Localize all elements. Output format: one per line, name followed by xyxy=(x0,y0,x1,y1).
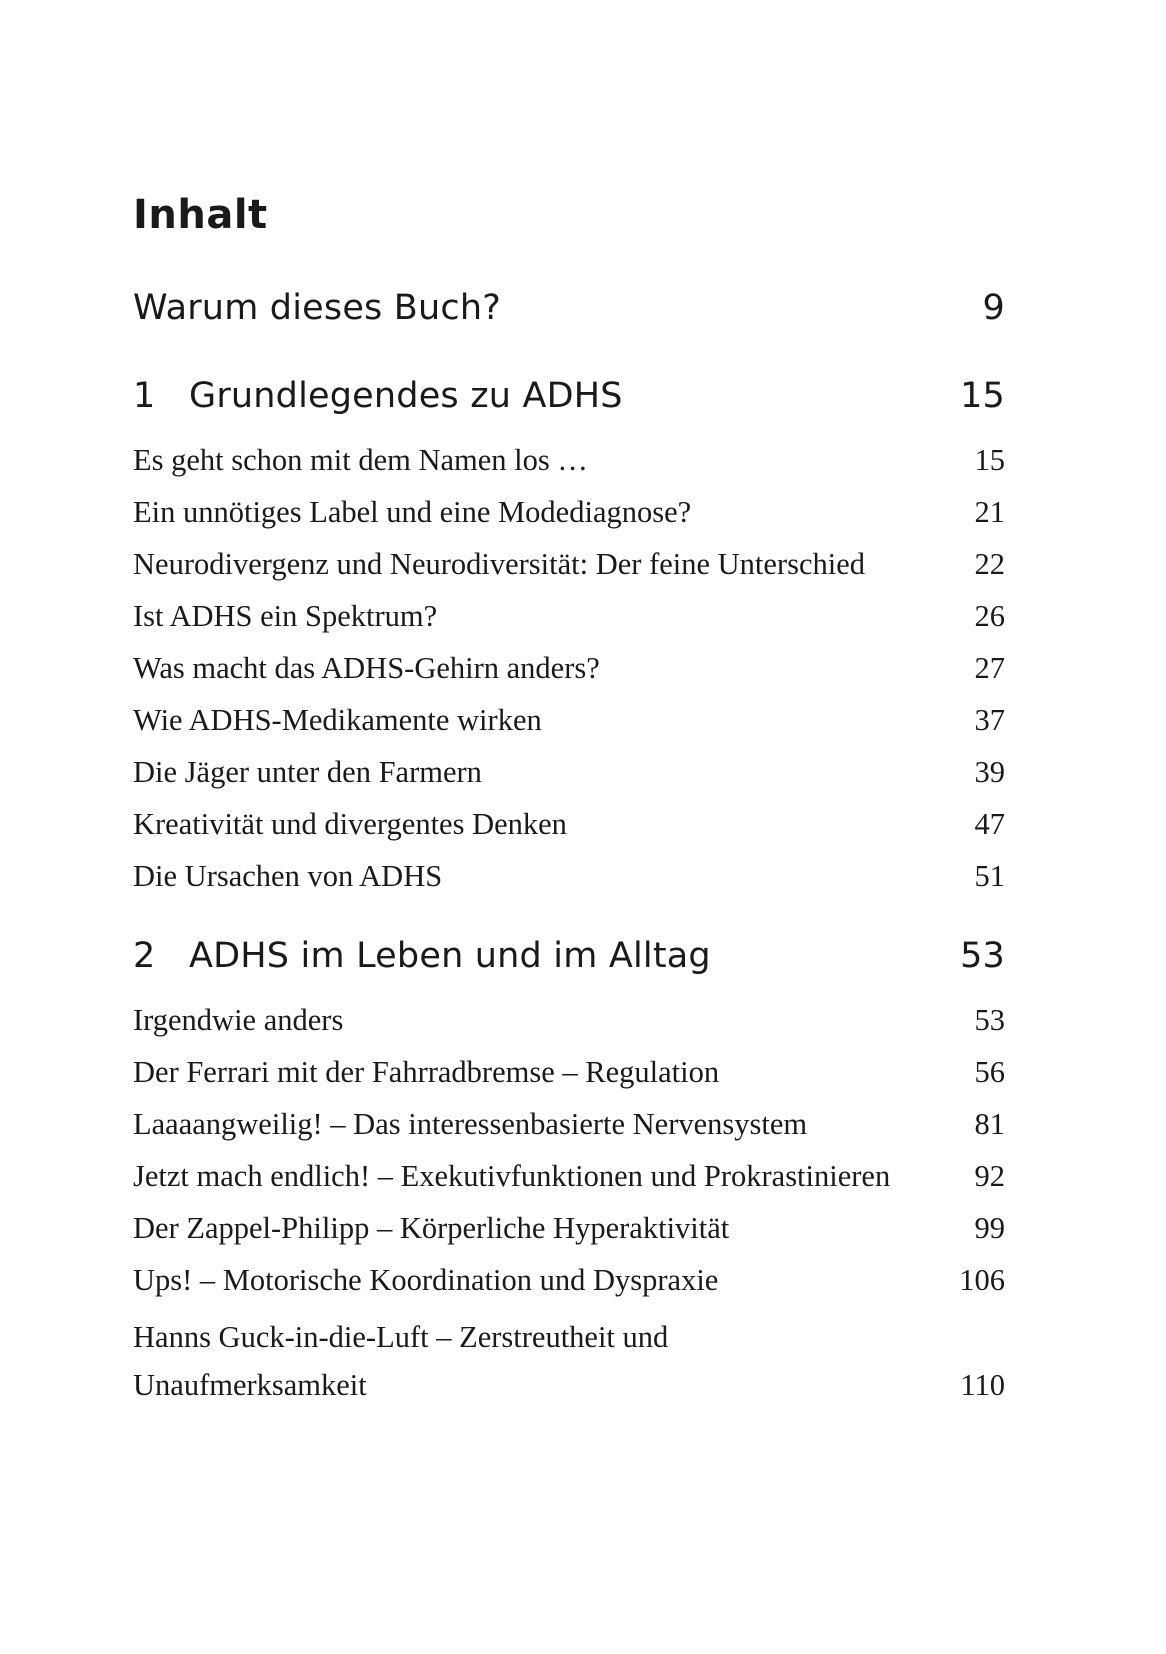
preface-title: Warum dieses Buch? xyxy=(133,288,502,328)
toc-chapter-row[interactable] xyxy=(133,936,1005,976)
entry-page: 110 xyxy=(960,1368,1005,1402)
entry-title: Der Ferrari mit der Fahrradbremse – Regulation xyxy=(133,1055,720,1089)
chapter-page: 53 xyxy=(960,936,1005,976)
chapter-heading xyxy=(133,936,711,976)
toc-entry-row[interactable] xyxy=(133,443,1005,478)
entry-title: Was macht das ADHS-Gehirn anders? xyxy=(133,651,600,685)
entry-title: Ups! – Motorische Koordination und Dyspraxie xyxy=(133,1263,719,1297)
entry-page: 56 xyxy=(974,1055,1005,1089)
entry-title: Der Zappel-Philipp – Körperliche Hyperaktivität xyxy=(133,1211,730,1245)
entry-title: Irgendwie anders xyxy=(133,1003,344,1037)
toc-entry-row[interactable] xyxy=(133,1159,1005,1194)
entry-page: 37 xyxy=(974,703,1005,737)
entry-page: 15 xyxy=(974,443,1005,477)
toc-heading: Inhalt xyxy=(133,192,268,238)
entry-title: Jetzt mach endlich! – Exekutivfunktionen und Prokrastinieren xyxy=(133,1159,891,1193)
entry-page: 99 xyxy=(974,1211,1005,1245)
toc-entry-row[interactable] xyxy=(133,859,1005,894)
entry-page: 51 xyxy=(974,859,1005,893)
toc-entry-row[interactable] xyxy=(133,1313,1005,1409)
toc-entry-row[interactable] xyxy=(133,651,1005,686)
preface-page: 9 xyxy=(982,288,1005,328)
entry-title: Ein unnötiges Label und eine Modediagnose? xyxy=(133,495,692,529)
toc-entry-row[interactable] xyxy=(133,807,1005,842)
entry-title: Hanns Guck-in-die-Luft – Zerstreutheit und Unaufmerksamkeit xyxy=(133,1320,669,1402)
chapter-page: 15 xyxy=(960,376,1005,416)
toc-chapter-row[interactable] xyxy=(133,376,1005,416)
entry-title: Neurodivergenz und Neurodiversität: Der feine Unterschied xyxy=(133,547,866,581)
toc-entry-row[interactable] xyxy=(133,703,1005,738)
entry-title: Ist ADHS ein Spektrum? xyxy=(133,599,438,633)
toc-entry-row[interactable] xyxy=(133,599,1005,634)
entry-page: 21 xyxy=(974,495,1005,529)
toc-entry-row[interactable] xyxy=(133,755,1005,790)
chapter-heading xyxy=(133,376,623,416)
toc-preface-row[interactable] xyxy=(133,288,1005,328)
toc-entry-row[interactable] xyxy=(133,495,1005,530)
toc-entry-row[interactable] xyxy=(133,1003,1005,1038)
chapter-title: ADHS im Leben und im Alltag xyxy=(189,936,711,976)
entry-page: 53 xyxy=(974,1003,1005,1037)
chapter-title: Grundlegendes zu ADHS xyxy=(189,376,623,416)
entry-page: 27 xyxy=(974,651,1005,685)
toc-entry-row[interactable] xyxy=(133,1107,1005,1142)
toc-entry-row[interactable] xyxy=(133,1263,1005,1298)
entry-page: 106 xyxy=(959,1263,1005,1297)
entry-page: 22 xyxy=(974,547,1005,581)
chapter-number: 1 xyxy=(133,376,156,416)
entry-page: 47 xyxy=(974,807,1005,841)
entry-title: Wie ADHS-Medikamente wirken xyxy=(133,703,542,737)
entry-title: Die Jäger unter den Farmern xyxy=(133,755,482,789)
entry-page: 92 xyxy=(974,1159,1005,1193)
entry-title: Laaaangweilig! – Das interessenbasierte Nervensystem xyxy=(133,1107,808,1141)
toc-entry-row[interactable] xyxy=(133,1055,1005,1090)
entry-page: 39 xyxy=(974,755,1005,789)
toc-entry-row[interactable] xyxy=(133,1211,1005,1246)
entry-page: 26 xyxy=(974,599,1005,633)
entry-title: Die Ursachen von ADHS xyxy=(133,859,443,893)
chapter-number: 2 xyxy=(133,936,156,976)
entry-title: Es geht schon mit dem Namen los … xyxy=(133,443,588,477)
entry-title: Kreativität und divergentes Denken xyxy=(133,807,567,841)
entry-page: 81 xyxy=(974,1107,1005,1141)
toc-entry-row[interactable] xyxy=(133,547,1005,582)
